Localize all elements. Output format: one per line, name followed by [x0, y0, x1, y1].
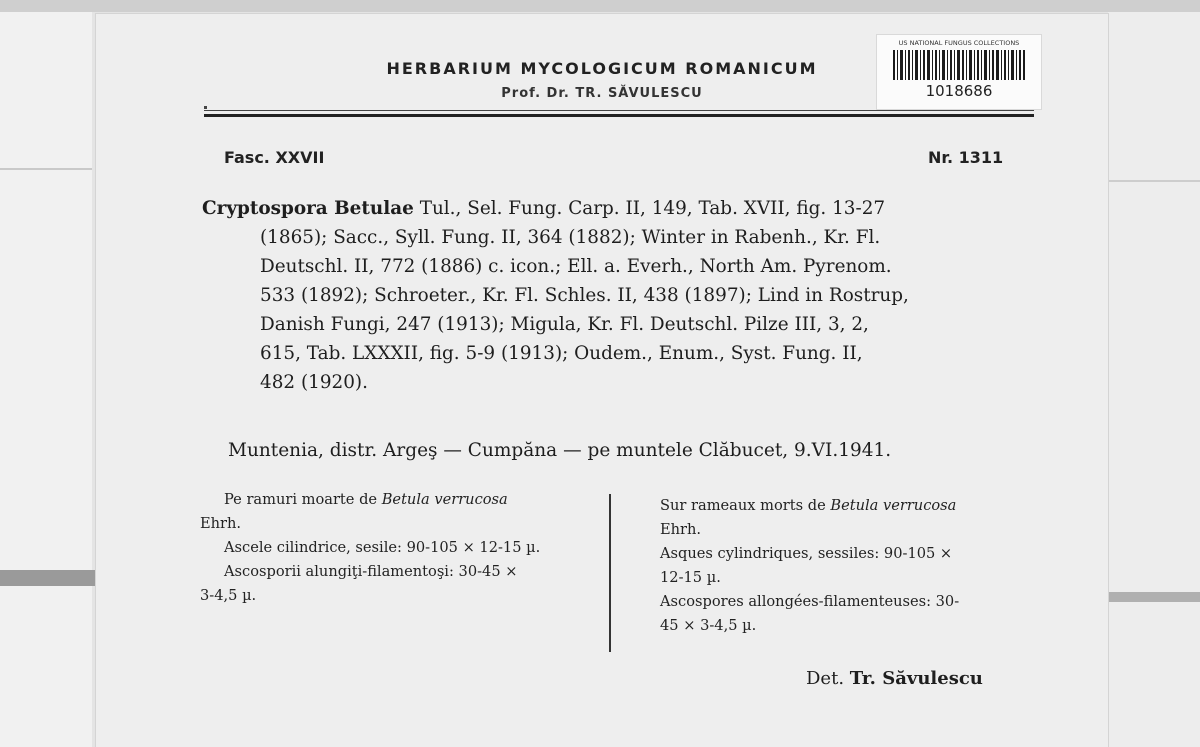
asci-description: Asques cylindriques, sessiles: 90-105 × [660, 545, 953, 562]
herbarium-subtitle: Prof. Dr. TR. SĂVULESCU [501, 86, 703, 101]
substrate-text: Sur rameaux morts de [660, 497, 831, 514]
column-divider [609, 494, 611, 652]
barcode-icon [891, 50, 1027, 80]
barcode-title: US NATIONAL FUNGUS COLLECTIONS [898, 39, 1020, 47]
spores-description-cont: 45 × 3-4,5 µ. [660, 617, 757, 634]
sheet-top-edge [0, 0, 1200, 12]
host-author: Ehrh. [200, 515, 242, 532]
determiner-prefix: Det. [806, 668, 850, 689]
description-french [660, 494, 1040, 638]
spores-description: Ascospores allongées-filamenteuses: 30- [660, 593, 960, 610]
description-romanian [200, 488, 590, 608]
citation-line: Deutschl. II, 772 (1886) c. icon.; Ell. a. Everh., North Am. Pyrenom. [260, 256, 892, 277]
sheet-mark-left [0, 168, 92, 170]
barcode-label [876, 34, 1042, 110]
host-name: Betula verrucosa [381, 491, 508, 508]
determiner [806, 668, 983, 689]
asci-description-cont: 12-15 µ. [660, 569, 721, 586]
spores-description-cont: 3-4,5 µ. [200, 587, 257, 604]
substrate-line [200, 488, 590, 512]
citation-line: 533 (1892); Schroeter., Kr. Fl. Schles. II, 438 (1897); Lind in Rostrup, [260, 285, 909, 306]
determiner-name: Tr. Săvulescu [849, 668, 983, 689]
citation-line: 615, Tab. LXXXII, fig. 5-9 (1913); Oudem., Enum., Syst. Fung. II, [260, 343, 863, 364]
sheet-left-margin [0, 12, 92, 747]
substrate-line [660, 494, 1040, 518]
citation-line: (1865); Sacc., Syll. Fung. II, 364 (1882); Winter in Rabenh., Kr. Fl. [260, 227, 881, 248]
asci-description: Ascele cilindrice, sesile: 90-105 × 12-15 µ. [224, 539, 541, 556]
citation-line [202, 194, 1038, 223]
sheet-tape-right [1104, 592, 1200, 602]
citation-line: 482 (1920). [260, 372, 368, 393]
herbarium-title: HERBARIUM MYCOLOGICUM ROMANICUM [386, 59, 818, 78]
specimen-label [96, 14, 1108, 747]
host-author: Ehrh. [660, 521, 702, 538]
header-rule-thin [204, 110, 1034, 111]
host-name: Betula verrucosa [830, 497, 957, 514]
rule-dot [204, 106, 207, 109]
exsiccata-number: Nr. 1311 [928, 148, 1004, 167]
fascicle-number: Fasc. XXVII [224, 148, 325, 167]
substrate-text: Pe ramuri moarte de [224, 491, 382, 508]
species-name: Cryptospora Betulae [202, 198, 414, 219]
locality: Muntenia, distr. Argeş — Cumpăna — pe muntele Clăbucet, 9.VI.1941. [228, 440, 892, 461]
sheet-right-margin [1108, 12, 1200, 747]
spores-description: Ascosporii alungiţi-filamentoşi: 30-45 × [224, 563, 518, 580]
sheet-tape-left [0, 570, 96, 586]
taxon-citation [202, 194, 1038, 397]
barcode-number: 1018686 [925, 82, 993, 100]
header-rule-thick [204, 114, 1034, 117]
citation-text: Tul., Sel. Fung. Carp. II, 149, Tab. XVII, fig. 13-27 [413, 198, 886, 219]
citation-line: Danish Fungi, 247 (1913); Migula, Kr. Fl. Deutschl. Pilze III, 3, 2, [260, 314, 869, 335]
sheet-mark-right [1108, 180, 1200, 182]
